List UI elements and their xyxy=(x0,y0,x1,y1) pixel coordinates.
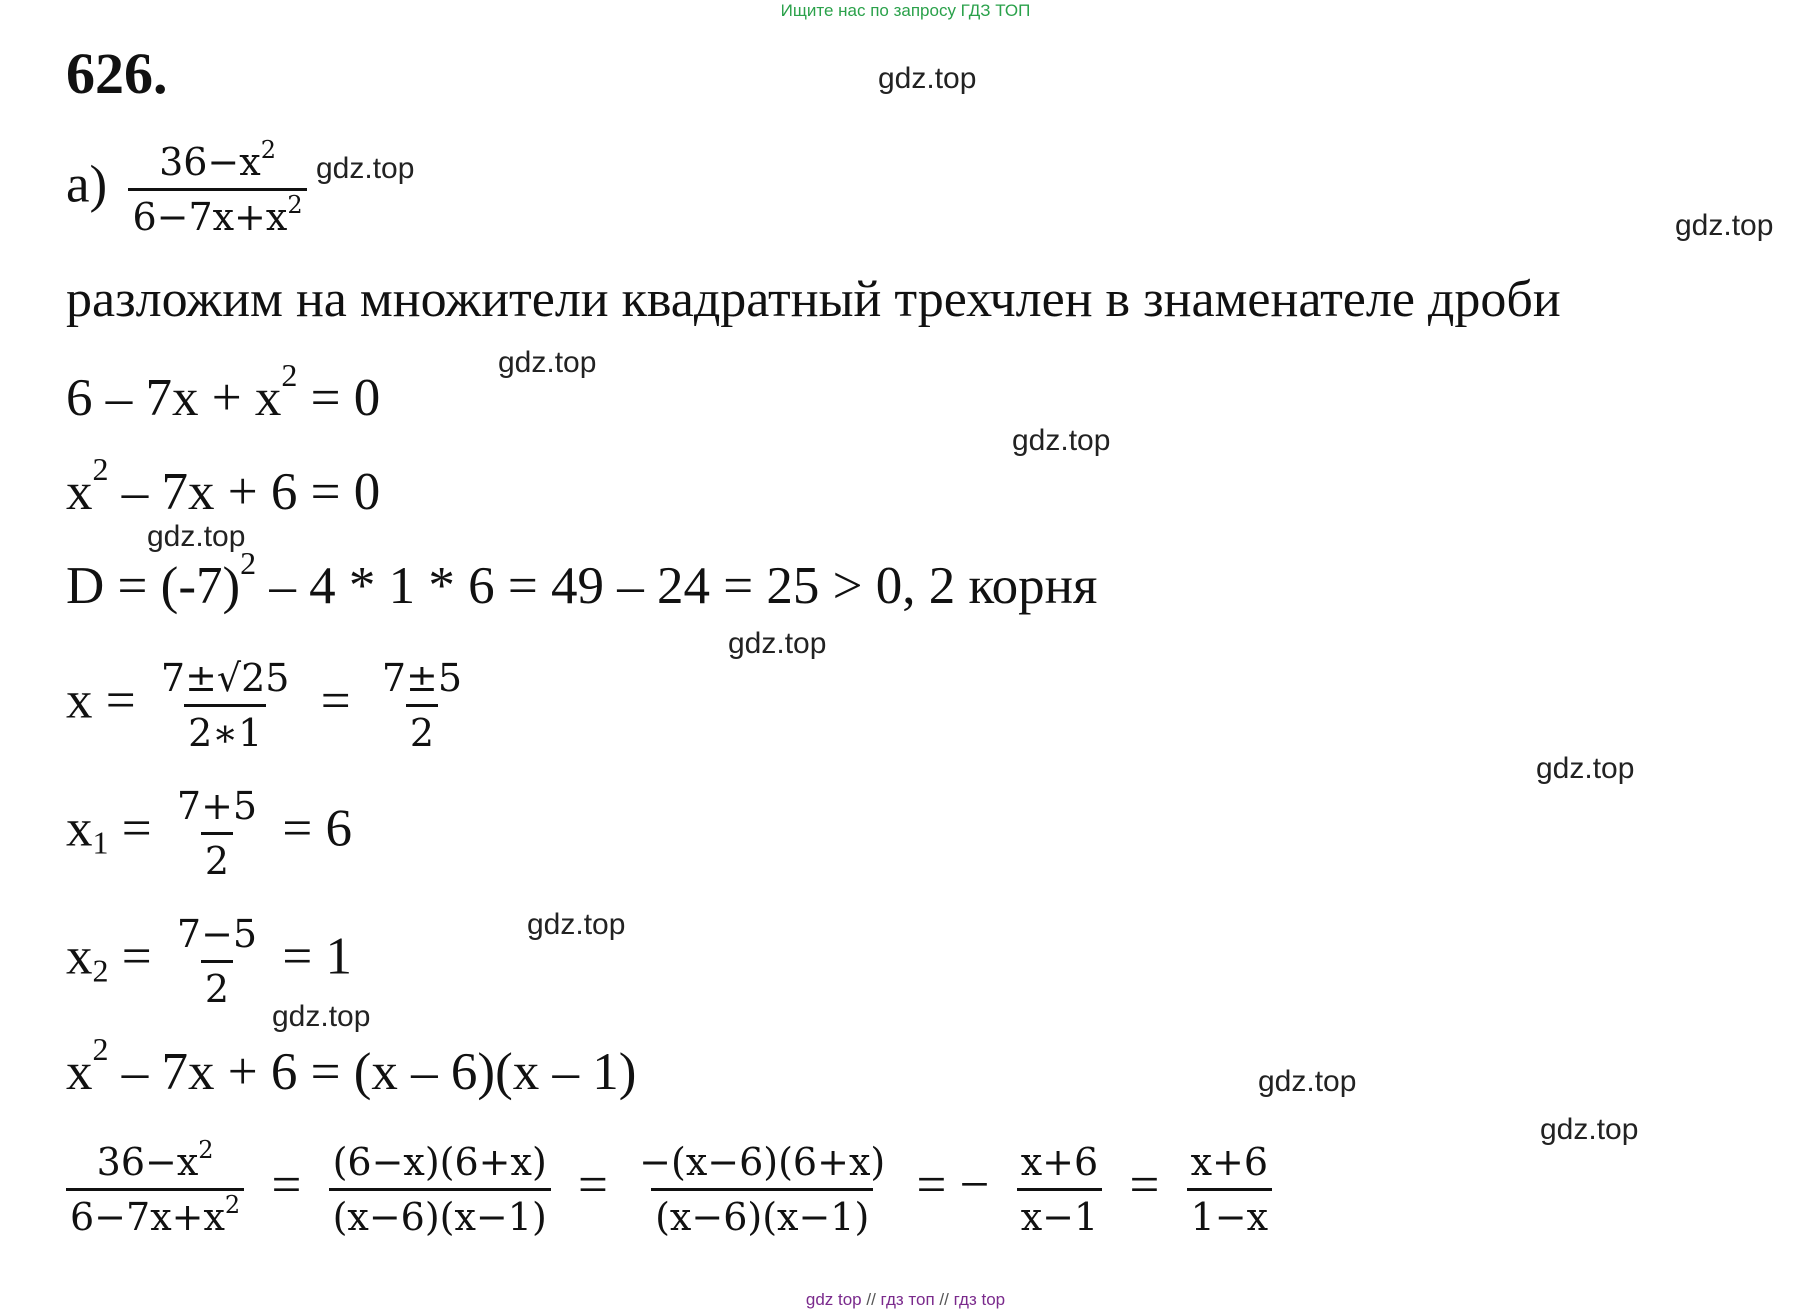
footer-link[interactable]: гдз топ xyxy=(880,1290,935,1309)
fraction: $\frac{36-x^2}{6-7x+x^2}$ xyxy=(128,140,306,239)
fraction: $\frac{x+6}{x-1}$ xyxy=(1017,1140,1102,1239)
fraction: $\frac{-(x-6)(6+x)}{(x-6)(x-1)}$ xyxy=(639,1140,886,1239)
watermark: gdz.top xyxy=(1012,424,1111,457)
watermark: gdz.top xyxy=(498,346,597,379)
root-x1: $x_1$ = $\frac{7+5}{2}$ = 6 xyxy=(66,784,352,883)
part-a-line xyxy=(66,136,315,239)
sentence: разложим на множители квадратный трехчлен в знаменателе дроби xyxy=(66,271,1561,328)
watermark: gdz.top xyxy=(316,152,415,185)
watermark: gdz.top xyxy=(272,1000,371,1033)
watermark: gdz.top xyxy=(527,908,626,941)
watermark: gdz.top xyxy=(728,627,827,660)
equation-2: $x^2 - 7x + 6 = 0$ xyxy=(66,451,381,521)
root-formula: x = $\frac{7\pm√25}{2∗1}$ = $\frac{7\pm 5}{2}$ xyxy=(66,656,474,755)
watermark: gdz.top xyxy=(1258,1065,1357,1098)
discriminant: $D = (-7)^2 - 4 * 1 * 6 = 49 - 24 = 25 > 0$, 2 корня xyxy=(66,545,1098,615)
fraction: $\frac{x+6}{1-x}$ xyxy=(1187,1140,1272,1239)
footer-links: gdz top // гдз топ // гдз top xyxy=(805,1290,1006,1309)
fraction: $\frac{7\pm 5}{2}$ xyxy=(381,656,463,755)
top-banner: Ищите нас по запросу ГДЗ ТОП xyxy=(780,1,1031,20)
problem-number: 626. xyxy=(66,41,168,106)
watermark: gdz.top xyxy=(1675,209,1774,242)
footer-link[interactable]: гдз top xyxy=(953,1290,1006,1309)
watermark: gdz.top xyxy=(1540,1113,1639,1146)
equation-1: $6 - 7x + x^2 = 0$ xyxy=(66,357,381,427)
footer-link[interactable]: gdz top xyxy=(805,1290,862,1309)
watermark: gdz.top xyxy=(878,62,977,95)
part-label: а) xyxy=(66,155,108,214)
final-expression: $\frac{36-x^2}{6-7x+x^2}$ = $\frac{(6-x)(6+x)}{(x-6)(x-1)}$ = $\frac{-(x-6)(6+x)}{(x-6)(x-1)}$ = − $\frac{x+6}{x-1}$ = $\frac{x+6}{1-x}$ xyxy=(66,1140,1280,1239)
fraction: $\frac{(6-x)(6+x)}{(x-6)(x-1)}$ xyxy=(329,1140,551,1239)
watermark: gdz.top xyxy=(1536,752,1635,785)
fraction: $\frac{7\pm√25}{2∗1}$ xyxy=(160,656,290,755)
root-x2: $x_2$ = $\frac{7-5}{2}$ = 1 xyxy=(66,912,352,1011)
factorization: $x^2 - 7x + 6 = (x - 6)(x - 1)$ xyxy=(66,1031,637,1101)
fraction: $\frac{36-x^2}{6-7x+x^2}$ xyxy=(66,1140,244,1239)
fraction: $\frac{7-5}{2}$ xyxy=(176,912,258,1011)
watermark: gdz.top xyxy=(147,520,246,553)
fraction: $\frac{7+5}{2}$ xyxy=(176,784,258,883)
